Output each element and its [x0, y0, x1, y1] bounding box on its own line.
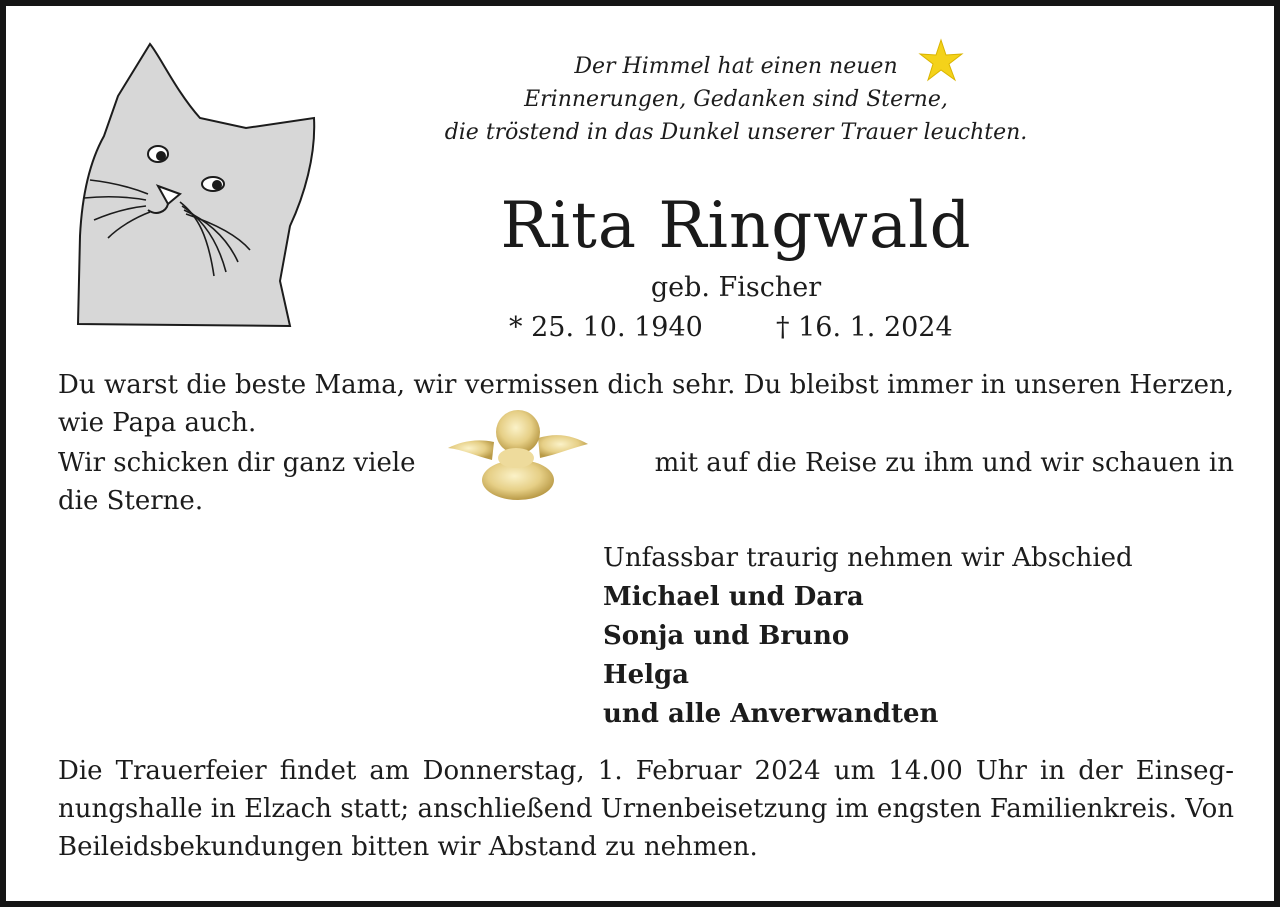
- star-icon: [918, 38, 964, 82]
- cat-illustration: [68, 36, 328, 336]
- poem-line: Der Himmel hat einen neuen: [574, 54, 898, 79]
- deceased-name: Rita Ringwald: [500, 189, 972, 263]
- message-paragraph: Du warst die beste Mama, wir vermissen dich sehr. Du bleibst immer in unseren Herzen, wie Papa auch.: [58, 370, 1234, 438]
- mourner-name: und alle Anverwandten: [603, 699, 939, 729]
- mourners-block: [603, 539, 1133, 734]
- maiden-name: geb. Fischer: [650, 272, 822, 303]
- message-line-continued: die Sterne.: [58, 486, 204, 516]
- funeral-notice: Die Trauerfeier findet am Donnerstag, 1. Februar 2024 um 14.00 Uhr in der Einsegnungshalle in Elzach statt; anschließend Urnenbeisetzung im engsten Familienkreis. Von Beileidsbekundungen bitten wir Abstand zu nehmen.: [58, 756, 1234, 862]
- mourner-name: Helga: [603, 660, 690, 690]
- mourners-intro: Unfassbar traurig nehmen wir Abschied: [603, 543, 1133, 573]
- birth-date: * 25. 10. 1940: [509, 312, 703, 343]
- message-line-end: mit auf die Reise zu ihm und wir schauen in: [654, 448, 1234, 478]
- message-line-start: Wir schicken dir ganz viele: [58, 448, 416, 478]
- poem-line: die tröstend in das Dunkel unserer Trauer leuchten.: [444, 120, 1028, 145]
- mourner-name: Sonja und Bruno: [603, 621, 850, 651]
- poem-line: Erinnerungen, Gedanken sind Sterne,: [524, 87, 948, 112]
- mourner-name: Michael und Dara: [603, 582, 864, 612]
- death-date: † 16. 1. 2024: [776, 312, 953, 343]
